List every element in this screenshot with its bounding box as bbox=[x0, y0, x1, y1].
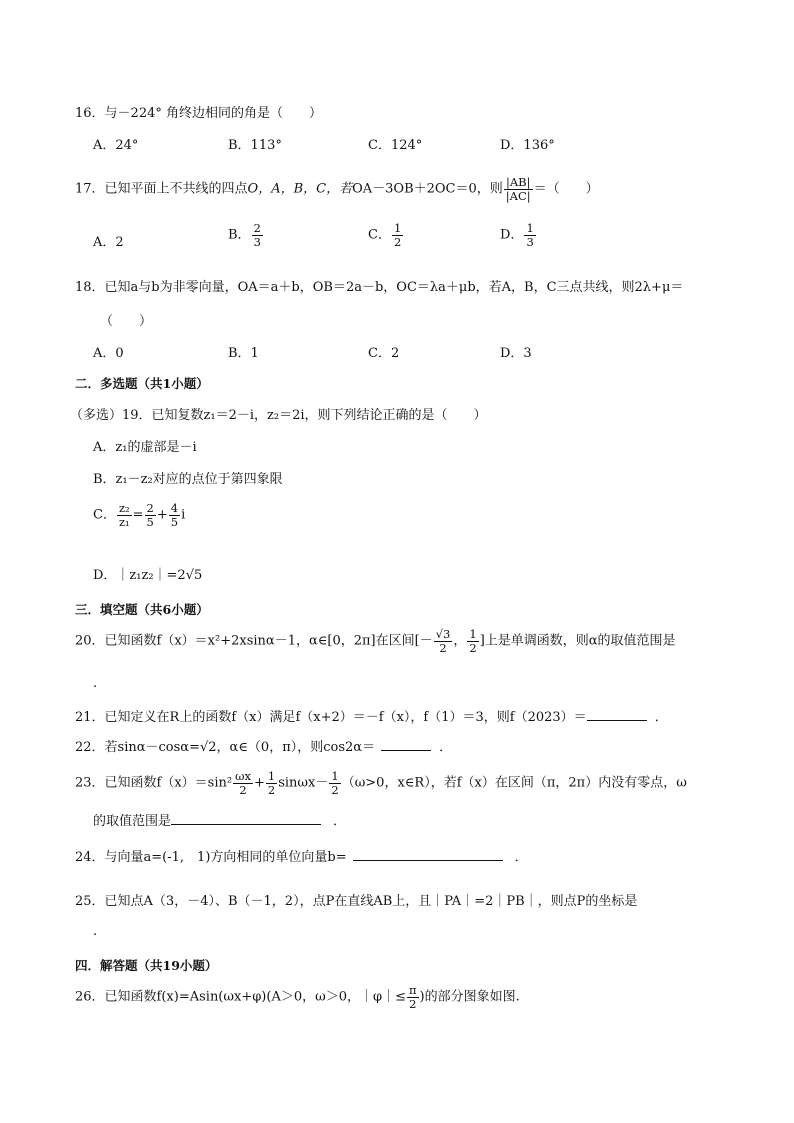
question-16: 16．与－224° 角终边相同的角是（ ） bbox=[75, 106, 322, 121]
q18-option-c: C．2 bbox=[368, 346, 400, 361]
q16-option-c: C．124° bbox=[368, 138, 423, 153]
q17-option-b: B． $\frac{2}{3}$ bbox=[228, 221, 261, 249]
question-17: 17．已知平面上不共线的四点O，A，B，C，若OA－3OB＋2OC＝0，则 $\frac{|AB|}{|AC|}$ ＝（ ） bbox=[75, 175, 599, 203]
question-19: （多选）19．已知复数z₁＝2－i，z₂＝2i，则下列结论正确的是（ ） bbox=[70, 408, 487, 423]
question-18: 18．已知a与b为非零向量，OA＝a＋b，OB＝2a－b，OC＝λa＋μb，若A，B，C三点共线，则2λ+μ＝ bbox=[75, 280, 684, 295]
q19-option-a: A．z₁的虚部是－i bbox=[93, 440, 197, 455]
q19-option-c: C． $\frac{\text{z₂}}{\text{z₁}}$ = $\frac{2}{5}$ + $\frac{4}{5}$ i bbox=[93, 501, 186, 529]
q22-answer-blank[interactable] bbox=[381, 738, 431, 751]
q18-option-a: A．0 bbox=[93, 346, 124, 361]
q23-answer-blank[interactable] bbox=[171, 812, 321, 825]
question-23-line2: 的取值范围是 ． bbox=[93, 814, 347, 829]
question-26: 26．已知函数f(x)=Asin(ωx+φ)(A＞0，ω＞0，｜φ｜≤ $\frac{\pi}{2}$ )的部分图象如图. bbox=[75, 983, 520, 1011]
question-23: 23．已知函数f（x）＝sin² $\frac{\omega x}{2}$ + $\frac{1}{2}$ sinωx－ $\frac{1}{2}$ （ω>0，x∈R），若f（x）在区间（π，2π）内没有零点，ω bbox=[75, 769, 687, 797]
question-25-end: . bbox=[93, 924, 98, 939]
q19-option-b: B．z₁－z₂对应的点位于第四象限 bbox=[93, 472, 283, 487]
q19-option-d: D．｜z₁z₂｜=2√5 bbox=[93, 568, 203, 583]
q17-option-a: A．2 bbox=[93, 235, 124, 250]
q17-ratio: $\frac{|AB|}{|AC|}$ bbox=[505, 175, 531, 203]
question-24: 24．与向量a=(-1, 1)方向相同的单位向量b= ． bbox=[75, 850, 528, 865]
q16-option-a: A．24° bbox=[93, 138, 139, 153]
q21-answer-blank[interactable] bbox=[587, 708, 647, 721]
q16-option-b: B．113° bbox=[228, 138, 282, 153]
question-25: 25．已知点A（3，－4）、B（－1，2），点P在直线AB上，且｜PA｜=2｜PB｜，则点P的坐标是 bbox=[75, 894, 638, 909]
section-heading-free-response: 四．解答题（共19小题） bbox=[75, 958, 218, 973]
question-18-bracket: （ ） bbox=[100, 314, 153, 329]
q16-option-d: D．136° bbox=[500, 138, 555, 153]
q17-option-d: D． $\frac{1}{3}$ bbox=[500, 221, 534, 249]
question-20-end: . bbox=[93, 676, 98, 691]
section-heading-fill-in: 三．填空题（共6小题） bbox=[75, 602, 209, 617]
section-heading-multiple-choice: 二．多选题（共1小题） bbox=[75, 376, 209, 391]
q24-answer-blank[interactable] bbox=[353, 848, 503, 861]
q18-option-b: B．1 bbox=[228, 346, 259, 361]
question-21: 21．已知定义在R上的函数f（x）满足f（x+2）＝－f（x），f（1）＝3，则f（2023）＝ ． bbox=[75, 710, 668, 725]
q18-option-d: D．3 bbox=[500, 346, 532, 361]
q17-option-c: C． $\frac{1}{2}$ bbox=[368, 221, 402, 249]
question-22: 22．若sinα－cosα=√2，α∈（0，π），则cos2α＝ ． bbox=[75, 740, 453, 755]
question-20: 20．已知函数f（x）＝x²+2xsinα－1，α∈[0，2π]在区间[－ $\frac{√3}{2}$ ， $\frac{1}{2}$ ]上是单调函数，则α的取值范围是 bbox=[75, 627, 676, 655]
